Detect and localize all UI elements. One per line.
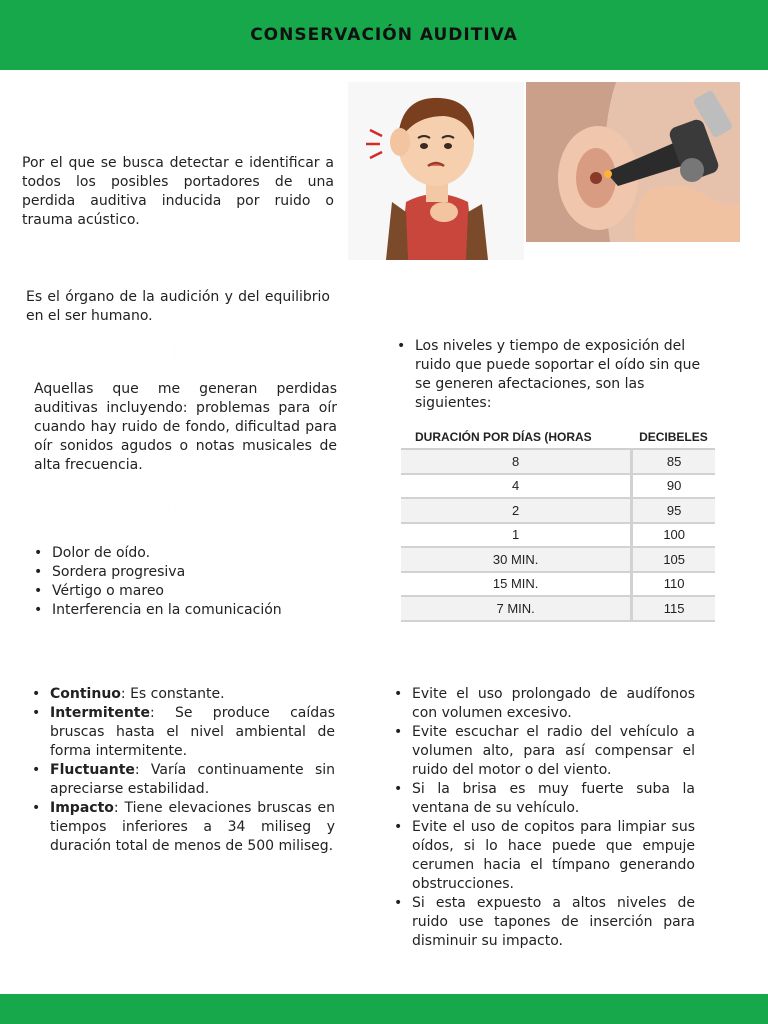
list-term: Fluctuante [50, 762, 135, 778]
table-cell: 100 [632, 523, 715, 548]
list-item: • Interferencia en la comunicación [32, 601, 332, 620]
section-1-body: Por el que se busca detectar e identificar a todos los posibles portadores de una perdida auditiva inducida por ruido o trauma acústico. [22, 155, 334, 228]
section-1-heading: 1. Que es el programa de conservación auditiva? [28, 87, 278, 140]
table-cell: 95 [632, 498, 715, 523]
section-7-heading: 7. Recomendaciones: [393, 649, 609, 672]
table-row [401, 498, 715, 523]
list-item: • Los niveles y tiempo de exposición del ruido que puede soportar el oído sin que se generen afectaciones, son las siguientes: [395, 337, 710, 413]
list-text: : Tiene elevaciones bruscas en tiempos inferiores a 34 miliseg y duración total de menos de 500 miliseg. [50, 800, 335, 854]
section-6-intro [395, 337, 710, 413]
table-cell: 1 [401, 523, 632, 548]
table-cell: 115 [632, 596, 715, 621]
table-cell: 4 [401, 474, 632, 499]
list-text: : Varía continuamente sin apreciarse estabilidad. [50, 762, 335, 797]
list-item: • Evite escuchar el radio del vehículo a volumen alto, para así compensar el ruido del motor o del viento. [392, 723, 695, 780]
table-row [401, 547, 715, 572]
table-row [401, 572, 715, 597]
table-cell: 2 [401, 498, 632, 523]
table-cell: 90 [632, 474, 715, 499]
list-item: • Evite el uso de copitos para limpiar sus oídos, si lo hace puede que empuje cerumen hacia el tímpano generando obstrucciones. [392, 818, 695, 894]
list-item: • Evite el uso prolongado de audífonos con volumen excesivo. [392, 685, 695, 723]
list-item [30, 799, 335, 856]
footer-bar [0, 994, 768, 1024]
list-term: Impacto [50, 800, 114, 816]
column-header-duration: DURACIÓN POR DÍAS (HORAS [401, 425, 632, 449]
list-item: • Sordera progresiva [32, 563, 332, 582]
section-6-heading: 6. Nivel de decibeles : [396, 293, 615, 316]
section-4-list [32, 544, 332, 620]
section-5-list [30, 685, 335, 856]
otoscope-ear-photo [526, 82, 740, 242]
page-title: CONSERVACIÓN AUDITIVA [250, 25, 518, 45]
list-item: • Vértigo o mareo [32, 582, 332, 601]
table-row [401, 523, 715, 548]
list-item [30, 685, 335, 704]
section-7-list [392, 685, 695, 951]
child-earache-illustration [348, 82, 524, 260]
table-cell: 7 MIN. [401, 596, 632, 621]
table-row [401, 449, 715, 474]
list-item [30, 761, 335, 799]
section-4-heading: 4. Efectos auditivos: [28, 500, 233, 523]
list-item: • Si la brisa es muy fuerte suba la ventana de su vehículo. [392, 780, 695, 818]
list-item [30, 704, 335, 761]
table-row [401, 596, 715, 621]
list-item: • Dolor de oído. [32, 544, 332, 563]
list-term: Continuo [50, 686, 121, 702]
table-cell: 8 [401, 449, 632, 474]
list-item: • Si esta expuesto a altos niveles de ruido use tapones de inserción para disminuir su impacto. [392, 894, 695, 951]
section-2-body: Es el órgano de la audición y del equilibrio en el ser humano. [26, 289, 330, 324]
column-header-decibels: DECIBELES [632, 425, 715, 449]
table-cell: 105 [632, 547, 715, 572]
section-2-heading: 2. Que es el oído? [28, 249, 208, 272]
section-3-body: Aquellas que me generan perdidas auditivas incluyendo: problemas para oír cuando hay ruido de fondo, dificultad para oír sonidos agudos o notas musicales de alta frecuencia. [34, 381, 337, 473]
table-header-row [401, 425, 715, 449]
table-cell: 15 MIN. [401, 572, 632, 597]
list-term: Intermitente [50, 705, 150, 721]
table-row [401, 474, 715, 499]
decibel-table [401, 425, 715, 622]
table-cell: 30 MIN. [401, 547, 632, 572]
section-5-heading: 5. Tipos de Ruido: [32, 649, 214, 672]
header-bar [0, 0, 768, 70]
table-cell: 85 [632, 449, 715, 474]
list-text: : Se produce caídas bruscas hasta el nivel ambiental de forma intermitente. [50, 705, 335, 759]
section-3-heading: 3. Que es una lesión auditiva? [28, 342, 330, 365]
list-text: : Es constante. [120, 686, 225, 702]
table-cell: 110 [632, 572, 715, 597]
